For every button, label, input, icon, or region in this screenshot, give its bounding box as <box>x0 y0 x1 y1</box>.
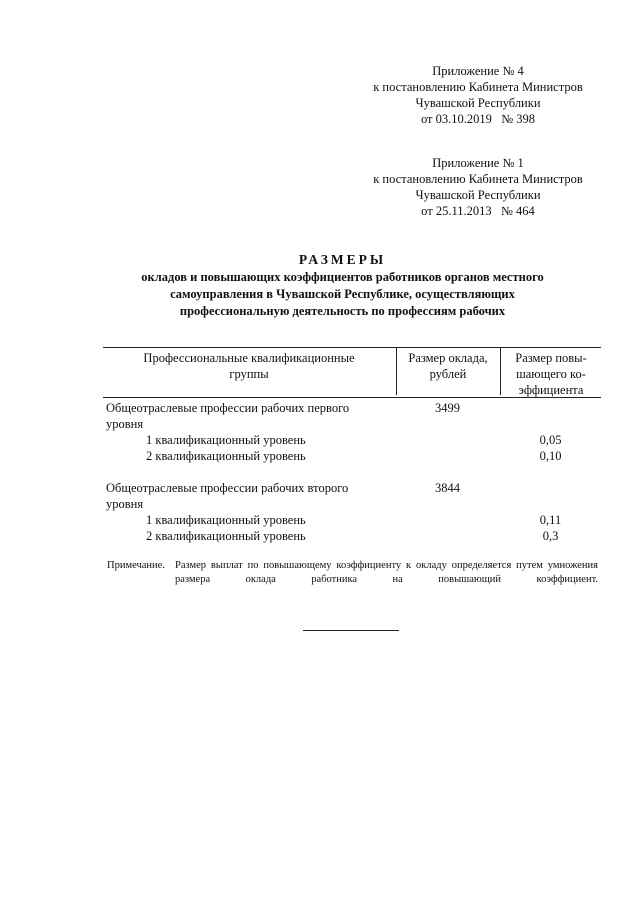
group-2-salary: 3844 <box>435 481 460 495</box>
group-1-name-line-1: Общеотраслевые профессии рабочих первого <box>106 401 350 415</box>
group-1-level-1: 1 квалификационный уровень <box>146 433 306 447</box>
header-group <box>103 350 395 382</box>
group-1-level-1-coef: 0,05 <box>539 433 562 447</box>
appendix-1-number: Приложение № 1 <box>432 156 524 170</box>
appendix-1-date: от 25.11.2013 № 464 <box>421 204 535 218</box>
title-line-1: окладов и повышающих коэффициентов работников органов местного <box>141 270 544 284</box>
title-line-3: профессиональную деятельность по профессиям рабочих <box>179 304 506 318</box>
group-1-name-line-2: уровня <box>106 417 144 431</box>
table-header <box>103 347 601 398</box>
header-salary-line-1: Размер оклада, <box>408 351 488 365</box>
document-title <box>90 251 595 320</box>
appendix-1-header <box>338 155 618 219</box>
group-2-name-line-1: Общеотраслевые профессии рабочих второго <box>106 481 349 495</box>
group-2-level-1: 1 квалификационный уровень <box>146 513 306 527</box>
group-1-salary: 3499 <box>435 401 460 415</box>
appendix-1-republic: Чувашской Республики <box>415 188 541 202</box>
header-coef-line-2: шающего ко- <box>516 367 586 381</box>
appendix-4-header <box>338 63 618 127</box>
appendix-4-date: от 03.10.2019 № 398 <box>420 112 536 126</box>
table-row-group-2 <box>103 478 601 558</box>
title-main: РАЗМЕРЫ <box>298 252 387 267</box>
closing-rule <box>303 630 399 631</box>
group-1-level-2-coef: 0,10 <box>539 449 562 463</box>
table-row-group-1 <box>103 398 601 478</box>
title-line-2: самоуправления в Чувашской Республике, осуществляющих <box>170 287 515 301</box>
note-text: Размер выплат по повышающему коэффициенту к окладу определяется путем умножения размера оклада работника на повышающий коэффициент. <box>175 560 598 585</box>
header-coef-line-1: Размер повы- <box>515 351 587 365</box>
group-1-name <box>106 400 396 432</box>
header-salary-line-2: рублей <box>429 367 467 381</box>
group-1-level-2: 2 квалификационный уровень <box>146 449 306 463</box>
group-2-name <box>106 480 396 512</box>
header-salary <box>396 348 499 395</box>
group-2-level-2-coef: 0,3 <box>542 529 559 543</box>
appendix-4-number: Приложение № 4 <box>432 64 524 78</box>
note-label: Примечание. <box>107 560 165 571</box>
header-coef-line-3: эффициента <box>518 383 584 397</box>
group-2-level-2: 2 квалификационный уровень <box>146 529 306 543</box>
salary-table <box>103 347 601 558</box>
appendix-4-reference: к постановлению Кабинета Министров <box>373 80 583 94</box>
header-group-line-2: группы <box>229 367 269 381</box>
group-2-level-1-coef: 0,11 <box>539 513 562 527</box>
header-group-line-1: Профессиональные квалификационные <box>143 351 355 365</box>
group-2-name-line-2: уровня <box>106 497 144 511</box>
header-coefficient <box>500 348 601 395</box>
appendix-1-reference: к постановлению Кабинета Министров <box>373 172 583 186</box>
appendix-4-republic: Чувашской Республики <box>415 96 541 110</box>
